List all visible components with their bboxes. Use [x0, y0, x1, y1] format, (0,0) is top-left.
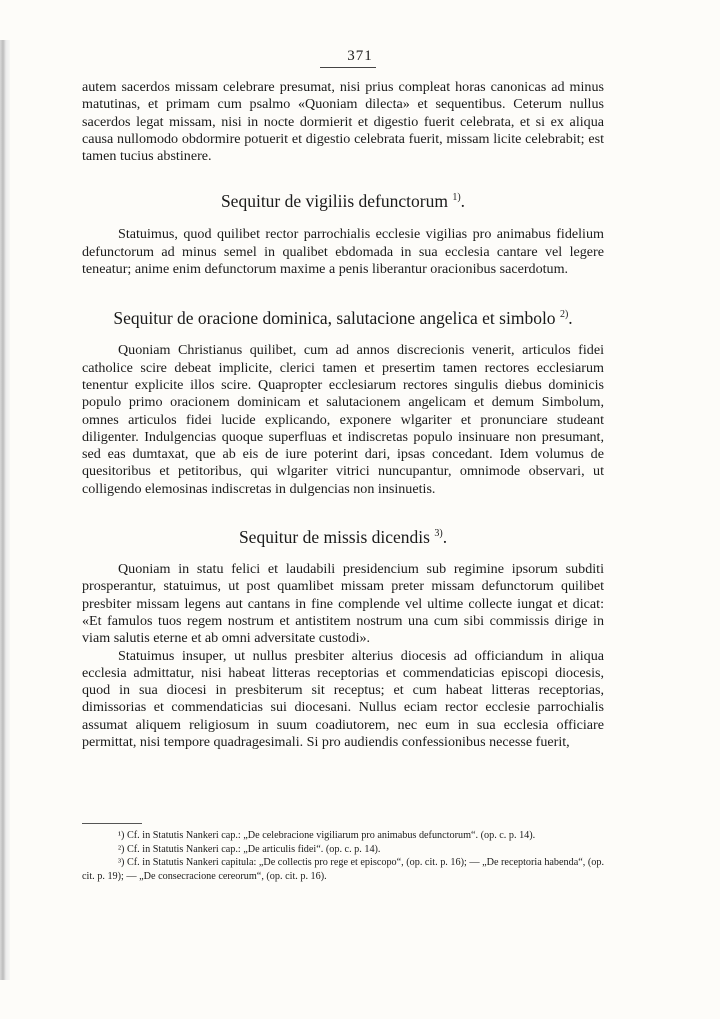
heading-masses: Sequitur de missis dicendis $^{3)}$. [238, 527, 448, 548]
footnote-ref-3: 3) [434, 528, 443, 540]
page-number-rule [320, 67, 376, 68]
footnote-ref-1: 1) [452, 192, 461, 204]
footnote-1: ¹) Cf. in Statutis Nankeri cap.: „De celebracione vigiliarum pro animabus defunctorum“. (op. c. p. 14). [118, 830, 536, 841]
heading-vigils-text: Sequitur de vigiliis defunctorum [220, 191, 448, 212]
heading-vigils: Sequitur de vigiliis defunctorum $^{1)}$. [220, 191, 466, 212]
heading-lords-prayer-text: Sequitur de oracione dominica, salutacione angelica et simbolo [113, 308, 556, 329]
heading-lords-prayer: Sequitur de oracione dominica, salutacione angelica et simbolo $^{2)}$. [113, 308, 573, 329]
opening-paragraph: autem sacerdos missam celebrare presumat, nisi prius compleat horas canonicas ad minus matutinas, et primam cum psalmo «Quoniam dilecta» et sequentibus. Ceterum nullus sacerdos legat missam, nisi in nocte dormierit et digestio fuerit celebrata, et si ex aliqua causa nullomodo obdormire potuerit et digestio celebrata fuerit, missam licite celebrabit; est tamen tucius abstinere. [82, 79, 604, 165]
page-binding-edge [0, 40, 10, 980]
paragraph-masses-2: Statuimus insuper, ut nullus presbiter alterius diocesis ad officiandum in aliqua ecclesia admittatur, nisi habeat litteras receptorias et commendaticias episcopi diocesis, quod in sua diocesi in presbiterum sit receptus; et cum habeat litteras receptorias, dimissorias et commendaticias sui diocesani. Nullus eciam rector ecclesie parrochialis assumat aliquem religiosum in suum coadiutorem, nec eum in sua ecclesia officiare permittat, nisi tempore quadragesimali. Si pro audiendis confessionibus necesse fuerit, [82, 647, 604, 751]
footnotes [82, 829, 604, 883]
heading-masses-text: Sequitur de missis dicendis [238, 527, 430, 548]
footnote-3: ³) Cf. in Statutis Nankeri capitula: „De collectis pro rege et episcopo“, (op. cit. p. 16); — „De receptoria habenda“, (op. cit. p. 19); — „De consecracione cereorum“, (op. cit. p. 16). [82, 857, 604, 882]
paragraph-lords-prayer: Quoniam Christianus quilibet, cum ad annos discrecionis venerit, articulos fidei catholice scire debeat implicite, clerici tamen et presertim tamen rectores ecclesiarum tenentur explicite illos scire. Quapropter ecclesiarum rectores singulis diebus dominicis populo primo oracionem dominicam et salutacionem angelicam et demum Simbolum, omnes articulos fidei lucide explicando, exponere wlgariter et pronunciare studeant diligenter. Indulgencias quoque superfluas et indiscretas populo insinuare non presumant, sed eas dumtaxat, que ab eis de iure poterint dari, ipsas concedant. Idem volumus de quesitoribus et petitoribus, qui wlgariter vitrici nuncupantur, omnimode observari, ut colligendo elemosinas indiscretas in dulgencias non insinuetis. [82, 342, 604, 497]
footnote-2: ²) Cf. in Statutis Nankeri cap.: „De articulis fidei“. (op. c. p. 14). [118, 843, 381, 855]
footnote-ref-2: 2) [559, 309, 569, 321]
footnote-ref-3-number: 3 [434, 528, 440, 540]
page-number: 371 [347, 48, 373, 64]
main-text [82, 79, 604, 751]
footnote-ref-1-number: 1 [452, 192, 458, 204]
paragraph-masses-1: Quoniam in statu felici et laudabili presidencium sub regimine ipsorum subditi prosperantur, statuimus, ut post quamlibet missam preter missam defunctorum quilibet presbiter missam legens aut cantans in fine complende vel ultime collecte iungat et dicat: «Et famulos tuos regem nostrum et antistitem nostrum una cum sibi commissis dirige in viam salutis eterne et ab omni adversitate custodi». [82, 561, 604, 647]
footnote-ref-2-number: 2 [559, 309, 565, 321]
footnote-rule [82, 823, 142, 824]
paragraph-vigils: Statuimus, quod quilibet rector parrochialis ecclesie vigilias pro animabus fidelium defunctorum ad minus semel in qualibet ebdomada in sua ecclesia cantare vel legere teneatur; anime enim defunctorum maxime a penis liberantur oracionibus sacerdotum. [82, 226, 604, 278]
